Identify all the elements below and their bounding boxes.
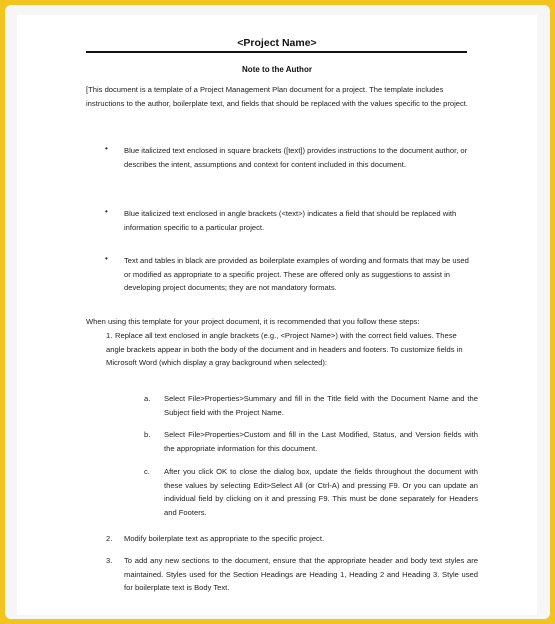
bullet-dot: •: [105, 254, 108, 263]
step-1-label: 1.: [106, 331, 113, 340]
step-3-label: 3.: [106, 556, 113, 565]
bullet-dot: •: [105, 207, 108, 216]
intro-paragraph: [This document is a template of a Project Management Plan document for a project. The template includes instructions to the author, boilerplate text, and fields that should be replaced with the values specific to the project.: [86, 85, 469, 108]
substep-b-label: b.: [144, 430, 151, 439]
step-2-label: 2.: [106, 534, 113, 543]
title-rule: [86, 51, 467, 53]
substep-c-label: c.: [144, 467, 150, 476]
steps-intro: When using this template for your project document, it is recommended that you follow these steps:: [86, 317, 420, 326]
bullet-item-2: Blue italicized text enclosed in angle brackets (<text>) indicates a field that should be replaced with information specific to a particular project.: [124, 209, 457, 232]
project-name-title: <Project Name>: [237, 37, 317, 49]
step-3-text: To add any new sections to the document, ensure that the appropriate header and body text styles are maintained. Styles used for the Section Headings are Heading 1, Heading 2 and Heading 3. Style used for boilerplate text is Body Text.: [124, 556, 478, 592]
substep-a-text: Select File>Properties>Summary and fill in the Title field with the Document Name and the Subject field with the Project Name.: [164, 394, 478, 417]
document-page: [17, 15, 537, 615]
page-frame: [5, 5, 550, 619]
bullet-dot: •: [105, 144, 108, 153]
bullet-item-1: Blue italicized text enclosed in square brackets ([text]) provides instructions to the document author, or describes the intent, assumptions and context for content included in this document.: [124, 146, 468, 169]
step-2-text: Modify boilerplate text as appropriate to the specific project.: [124, 534, 325, 543]
substep-a-label: a.: [144, 394, 151, 403]
note-heading: Note to the Author: [242, 65, 312, 74]
step-1-text: Replace all text enclosed in angle brackets (e.g., <Project Name>) with the correct field values. These angle brackets appear in both the body of the document and in headers and footers. To customize fields in Microsoft Word (which display a gray background when selected):: [106, 331, 463, 367]
substep-b-text: Select File>Properties>Custom and fill in the Last Modified, Status, and Version fields with the appropriate information for this document.: [164, 430, 478, 453]
substep-c-text: After you click OK to close the dialog box, update the fields throughout the document with these values by selecting Edit>Select All (or Ctrl-A) and pressing F9. Or you can update an individual field by clicking on it and pressing F9. This must be done separately for Headers and Footers.: [164, 467, 478, 517]
bullet-item-3: Text and tables in black are provided as boilerplate examples of wording and formats that may be used or modified as appropriate to a specific project. These are offered only as suggestions to assist in developing project documents; they are not mandatory formats.: [124, 256, 469, 292]
